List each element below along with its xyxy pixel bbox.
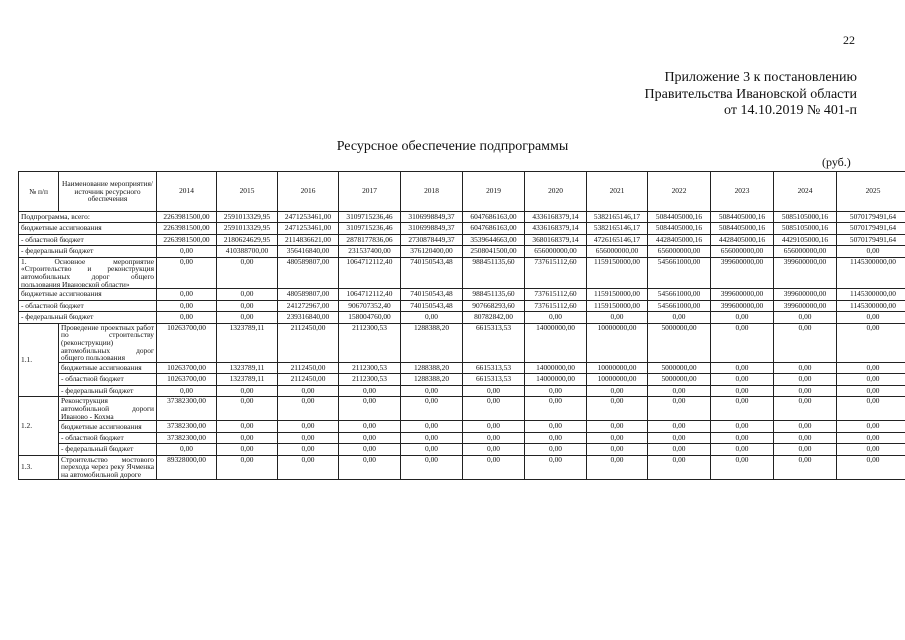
- value-cell: 2263981500,00: [157, 212, 217, 223]
- value-cell: 0,00: [648, 444, 711, 455]
- value-cell: 0,00: [157, 246, 217, 257]
- value-cell: 2591013329,95: [217, 223, 278, 234]
- value-cell: 0,00: [648, 312, 711, 323]
- value-cell: 6615313,53: [463, 323, 525, 363]
- value-cell: 0,00: [648, 455, 711, 479]
- value-cell: 988451135,60: [463, 257, 525, 289]
- value-cell: 4726165146,17: [587, 234, 648, 245]
- row-label: Подпрограмма, всего:: [19, 212, 157, 223]
- value-cell: 0,00: [711, 397, 774, 421]
- value-cell: 2508041500,00: [463, 246, 525, 257]
- value-cell: 0,00: [339, 421, 401, 432]
- value-cell: 0,00: [774, 363, 837, 374]
- value-cell: 5085105000,16: [774, 223, 837, 234]
- value-cell: 1145300000,00: [837, 289, 905, 300]
- value-cell: 0,00: [837, 374, 905, 385]
- value-cell: 656000000,00: [648, 246, 711, 257]
- value-cell: 0,00: [774, 432, 837, 443]
- value-cell: 1288388,20: [401, 323, 463, 363]
- value-cell: 0,00: [837, 421, 905, 432]
- row-label: - федеральный бюджет: [19, 312, 157, 323]
- value-cell: 0,00: [278, 432, 339, 443]
- value-cell: 0,00: [525, 432, 587, 443]
- value-cell: 0,00: [837, 385, 905, 396]
- value-cell: 737615112,60: [525, 257, 587, 289]
- value-cell: 3106998849,37: [401, 212, 463, 223]
- value-cell: 3109715236,46: [339, 212, 401, 223]
- value-cell: 0,00: [525, 385, 587, 396]
- value-cell: 0,00: [339, 385, 401, 396]
- value-cell: 0,00: [278, 385, 339, 396]
- value-cell: 0,00: [217, 385, 278, 396]
- value-cell: 480589807,00: [278, 257, 339, 289]
- value-cell: 5000000,00: [648, 374, 711, 385]
- value-cell: 14000000,00: [525, 323, 587, 363]
- value-cell: 6615313,53: [463, 363, 525, 374]
- item-number: 1.3.: [19, 455, 59, 479]
- value-cell: 4336168379,14: [525, 212, 587, 223]
- value-cell: 2730878449,37: [401, 234, 463, 245]
- row-label: бюджетные ассигнования: [19, 223, 157, 234]
- value-cell: 2263981500,00: [157, 223, 217, 234]
- value-cell: 0,00: [157, 385, 217, 396]
- value-cell: 2112300,53: [339, 363, 401, 374]
- value-cell: 0,00: [217, 312, 278, 323]
- value-cell: 0,00: [463, 432, 525, 443]
- value-cell: 0,00: [217, 455, 278, 479]
- value-cell: 1145300000,00: [837, 300, 905, 311]
- document-title: Ресурсное обеспечение подпрограммы: [336, 139, 569, 154]
- value-cell: 0,00: [587, 385, 648, 396]
- value-cell: 6615313,53: [463, 374, 525, 385]
- value-cell: 0,00: [587, 455, 648, 479]
- value-cell: 737615112,60: [525, 289, 587, 300]
- value-cell: 0,00: [463, 397, 525, 421]
- value-cell: 0,00: [401, 455, 463, 479]
- value-cell: 1064712112,40: [339, 289, 401, 300]
- main-event-label: 1. Основное мероприятие «Строительство и реконструкция автомобильных дорог общего пользования Ивановской области»: [19, 257, 157, 289]
- item-number: 1.1.: [19, 323, 59, 397]
- value-cell: 376120400,00: [401, 246, 463, 257]
- value-cell: 10263700,00: [157, 374, 217, 385]
- value-cell: 0,00: [525, 312, 587, 323]
- value-cell: 4336168379,14: [525, 223, 587, 234]
- value-cell: 0,00: [774, 397, 837, 421]
- value-cell: 37382300,00: [157, 421, 217, 432]
- resource-table: [18, 171, 905, 480]
- value-cell: 158004760,00: [339, 312, 401, 323]
- value-cell: 2112300,53: [339, 323, 401, 363]
- value-cell: 80782842,00: [463, 312, 525, 323]
- value-cell: 0,00: [525, 455, 587, 479]
- value-cell: 0,00: [837, 444, 905, 455]
- item-name: Строительство мостового перехода через реку Ячменка на автомобильной дороге: [59, 455, 157, 479]
- value-cell: 10000000,00: [587, 374, 648, 385]
- item-source-label: - областной бюджет: [59, 374, 157, 385]
- value-cell: 14000000,00: [525, 363, 587, 374]
- value-cell: 740150543,48: [401, 257, 463, 289]
- value-cell: 1288388,20: [401, 363, 463, 374]
- value-cell: 2471253461,00: [278, 223, 339, 234]
- header-year: 2019: [463, 172, 525, 212]
- header-year: 2021: [587, 172, 648, 212]
- value-cell: 5084405000,16: [711, 223, 774, 234]
- value-cell: 656000000,00: [587, 246, 648, 257]
- value-cell: 2112300,53: [339, 374, 401, 385]
- value-cell: 0,00: [711, 323, 774, 363]
- value-cell: 0,00: [401, 397, 463, 421]
- value-cell: 0,00: [711, 444, 774, 455]
- value-cell: 2180624629,95: [217, 234, 278, 245]
- value-cell: 740150543,48: [401, 289, 463, 300]
- value-cell: 0,00: [401, 421, 463, 432]
- value-cell: 3106998849,37: [401, 223, 463, 234]
- value-cell: 0,00: [587, 444, 648, 455]
- value-cell: 231537400,00: [339, 246, 401, 257]
- value-cell: 2878177836,06: [339, 234, 401, 245]
- value-cell: 0,00: [711, 421, 774, 432]
- value-cell: 1064712112,40: [339, 257, 401, 289]
- value-cell: 1323789,11: [217, 363, 278, 374]
- main-event-source-row: [19, 289, 905, 300]
- item-source-row: [19, 385, 905, 396]
- item-source-row: [19, 444, 905, 455]
- value-cell: 0,00: [711, 455, 774, 479]
- units-label: (руб.): [822, 155, 851, 169]
- header-year: 2022: [648, 172, 711, 212]
- value-cell: 410388700,00: [217, 246, 278, 257]
- row-label: - областной бюджет: [19, 234, 157, 245]
- value-cell: 0,00: [648, 421, 711, 432]
- value-cell: 14000000,00: [525, 374, 587, 385]
- summary-row: [19, 223, 905, 234]
- value-cell: 399600000,00: [774, 289, 837, 300]
- value-cell: 545661000,00: [648, 289, 711, 300]
- value-cell: 988451135,60: [463, 289, 525, 300]
- value-cell: 0,00: [278, 397, 339, 421]
- value-cell: 3539644663,00: [463, 234, 525, 245]
- main-event-row: [19, 257, 905, 289]
- value-cell: 0,00: [401, 432, 463, 443]
- value-cell: 0,00: [587, 432, 648, 443]
- value-cell: 0,00: [217, 421, 278, 432]
- value-cell: 0,00: [711, 385, 774, 396]
- value-cell: 0,00: [278, 455, 339, 479]
- value-cell: 2263981500,00: [157, 234, 217, 245]
- value-cell: 0,00: [648, 385, 711, 396]
- item-name: Реконструкция автомобильной дороги Иваново - Кохма: [59, 397, 157, 421]
- value-cell: 0,00: [774, 444, 837, 455]
- header-year: 2016: [278, 172, 339, 212]
- item-name: Проведение проектных работ по строительству (реконструкции) автомобильных дорог общего пользования: [59, 323, 157, 363]
- value-cell: 0,00: [774, 374, 837, 385]
- value-cell: 1159150000,00: [587, 289, 648, 300]
- value-cell: 0,00: [837, 312, 905, 323]
- item-row: [19, 323, 905, 363]
- value-cell: 1159150000,00: [587, 257, 648, 289]
- value-cell: 89328000,00: [157, 455, 217, 479]
- item-source-label: бюджетные ассигнования: [59, 363, 157, 374]
- value-cell: 656000000,00: [774, 246, 837, 257]
- table-body: [19, 212, 905, 480]
- value-cell: 10000000,00: [587, 323, 648, 363]
- value-cell: 0,00: [278, 444, 339, 455]
- value-cell: 4428405000,16: [711, 234, 774, 245]
- value-cell: 0,00: [774, 323, 837, 363]
- value-cell: 0,00: [217, 444, 278, 455]
- item-source-row: [19, 421, 905, 432]
- value-cell: 399600000,00: [774, 257, 837, 289]
- value-cell: 0,00: [157, 312, 217, 323]
- summary-row: [19, 234, 905, 245]
- value-cell: 0,00: [837, 323, 905, 363]
- value-cell: 0,00: [648, 432, 711, 443]
- value-cell: 2471253461,00: [278, 212, 339, 223]
- header-name: Наименование мероприятия/источник ресурсного обеспечения: [59, 172, 157, 212]
- value-cell: 0,00: [711, 432, 774, 443]
- value-cell: 5000000,00: [648, 363, 711, 374]
- value-cell: 0,00: [648, 397, 711, 421]
- value-cell: 5382165146,17: [587, 212, 648, 223]
- value-cell: 1159150000,00: [587, 300, 648, 311]
- value-cell: 5070179491,64: [837, 234, 905, 245]
- header-year: 2023: [711, 172, 774, 212]
- value-cell: 0,00: [339, 455, 401, 479]
- value-cell: 0,00: [587, 397, 648, 421]
- value-cell: 1145300000,00: [837, 257, 905, 289]
- value-cell: 4428405000,16: [648, 234, 711, 245]
- value-cell: 907668293,60: [463, 300, 525, 311]
- value-cell: 6047686163,00: [463, 223, 525, 234]
- value-cell: 0,00: [401, 385, 463, 396]
- summary-row: [19, 246, 905, 257]
- value-cell: 0,00: [837, 397, 905, 421]
- value-cell: 656000000,00: [525, 246, 587, 257]
- value-cell: 0,00: [587, 421, 648, 432]
- value-cell: 1288388,20: [401, 374, 463, 385]
- value-cell: 3680168379,14: [525, 234, 587, 245]
- header-year: 2017: [339, 172, 401, 212]
- appendix-line-1: Приложение 3 к постановлению: [664, 70, 857, 85]
- value-cell: 37382300,00: [157, 432, 217, 443]
- value-cell: 0,00: [157, 300, 217, 311]
- value-cell: 0,00: [525, 397, 587, 421]
- value-cell: 6047686163,00: [463, 212, 525, 223]
- value-cell: 0,00: [837, 363, 905, 374]
- item-source-label: - федеральный бюджет: [59, 385, 157, 396]
- page-number: 22: [843, 33, 855, 47]
- value-cell: 0,00: [217, 300, 278, 311]
- value-cell: 0,00: [217, 432, 278, 443]
- value-cell: 0,00: [463, 444, 525, 455]
- value-cell: 0,00: [463, 385, 525, 396]
- value-cell: 3109715236,46: [339, 223, 401, 234]
- value-cell: 0,00: [157, 444, 217, 455]
- header-year: 2015: [217, 172, 278, 212]
- value-cell: 0,00: [339, 397, 401, 421]
- value-cell: 356416840,00: [278, 246, 339, 257]
- value-cell: 5000000,00: [648, 323, 711, 363]
- appendix-line-3: от 14.10.2019 № 401-п: [724, 103, 857, 118]
- value-cell: 0,00: [278, 421, 339, 432]
- value-cell: 0,00: [837, 455, 905, 479]
- item-source-row: [19, 374, 905, 385]
- value-cell: 480589807,00: [278, 289, 339, 300]
- row-label: - областной бюджет: [19, 300, 157, 311]
- value-cell: 0,00: [217, 397, 278, 421]
- value-cell: 0,00: [711, 374, 774, 385]
- value-cell: 0,00: [339, 432, 401, 443]
- row-label: - федеральный бюджет: [19, 246, 157, 257]
- value-cell: 0,00: [587, 312, 648, 323]
- value-cell: 5070179491,64: [837, 212, 905, 223]
- value-cell: 5084405000,16: [648, 223, 711, 234]
- value-cell: 0,00: [774, 385, 837, 396]
- value-cell: 1323789,11: [217, 374, 278, 385]
- value-cell: 0,00: [525, 444, 587, 455]
- value-cell: 5382165146,17: [587, 223, 648, 234]
- value-cell: 37382300,00: [157, 397, 217, 421]
- header-year: 2025: [837, 172, 905, 212]
- value-cell: 0,00: [401, 312, 463, 323]
- value-cell: 906707352,40: [339, 300, 401, 311]
- value-cell: 0,00: [774, 455, 837, 479]
- value-cell: 0,00: [339, 444, 401, 455]
- item-row: [19, 455, 905, 479]
- row-label: бюджетные ассигнования: [19, 289, 157, 300]
- value-cell: 0,00: [837, 246, 905, 257]
- value-cell: 5085105000,16: [774, 212, 837, 223]
- value-cell: 5084405000,16: [648, 212, 711, 223]
- header-year: 2024: [774, 172, 837, 212]
- value-cell: 740150543,48: [401, 300, 463, 311]
- header-year: 2018: [401, 172, 463, 212]
- value-cell: 399600000,00: [774, 300, 837, 311]
- value-cell: 10263700,00: [157, 363, 217, 374]
- main-event-source-row: [19, 312, 905, 323]
- value-cell: 545661000,00: [648, 257, 711, 289]
- value-cell: 4429105000,16: [774, 234, 837, 245]
- item-source-label: - федеральный бюджет: [59, 444, 157, 455]
- value-cell: 0,00: [463, 455, 525, 479]
- value-cell: 545661000,00: [648, 300, 711, 311]
- value-cell: 0,00: [774, 312, 837, 323]
- item-row: [19, 397, 905, 421]
- value-cell: 2114836621,00: [278, 234, 339, 245]
- header-year: 2020: [525, 172, 587, 212]
- value-cell: 0,00: [157, 289, 217, 300]
- value-cell: 10000000,00: [587, 363, 648, 374]
- value-cell: 0,00: [837, 432, 905, 443]
- value-cell: 239316840,00: [278, 312, 339, 323]
- value-cell: 241272967,00: [278, 300, 339, 311]
- value-cell: 5084405000,16: [711, 212, 774, 223]
- header-row: [19, 172, 905, 212]
- value-cell: 399600000,00: [711, 300, 774, 311]
- header-year: 2014: [157, 172, 217, 212]
- appendix-line-2: Правительства Ивановской области: [644, 86, 857, 102]
- value-cell: 2112450,00: [278, 323, 339, 363]
- item-source-row: [19, 363, 905, 374]
- appendix-block: [645, 70, 857, 120]
- value-cell: 2112450,00: [278, 374, 339, 385]
- value-cell: 0,00: [711, 312, 774, 323]
- value-cell: 5070179491,64: [837, 223, 905, 234]
- value-cell: 0,00: [217, 257, 278, 289]
- value-cell: 0,00: [711, 363, 774, 374]
- header-no: № п/п: [19, 172, 59, 212]
- value-cell: 0,00: [157, 257, 217, 289]
- value-cell: 0,00: [401, 444, 463, 455]
- item-source-label: - областной бюджет: [59, 432, 157, 443]
- value-cell: 10263700,00: [157, 323, 217, 363]
- value-cell: 0,00: [463, 421, 525, 432]
- summary-row: [19, 212, 905, 223]
- value-cell: 737615112,60: [525, 300, 587, 311]
- item-number: 1.2.: [19, 397, 59, 455]
- value-cell: 399600000,00: [711, 257, 774, 289]
- item-source-row: [19, 432, 905, 443]
- value-cell: 1323789,11: [217, 323, 278, 363]
- main-event-source-row: [19, 300, 905, 311]
- value-cell: 0,00: [525, 421, 587, 432]
- value-cell: 0,00: [774, 421, 837, 432]
- value-cell: 0,00: [217, 289, 278, 300]
- value-cell: 2591013329,95: [217, 212, 278, 223]
- item-source-label: бюджетные ассигнования: [59, 421, 157, 432]
- value-cell: 2112450,00: [278, 363, 339, 374]
- value-cell: 399600000,00: [711, 289, 774, 300]
- value-cell: 656000000,00: [711, 246, 774, 257]
